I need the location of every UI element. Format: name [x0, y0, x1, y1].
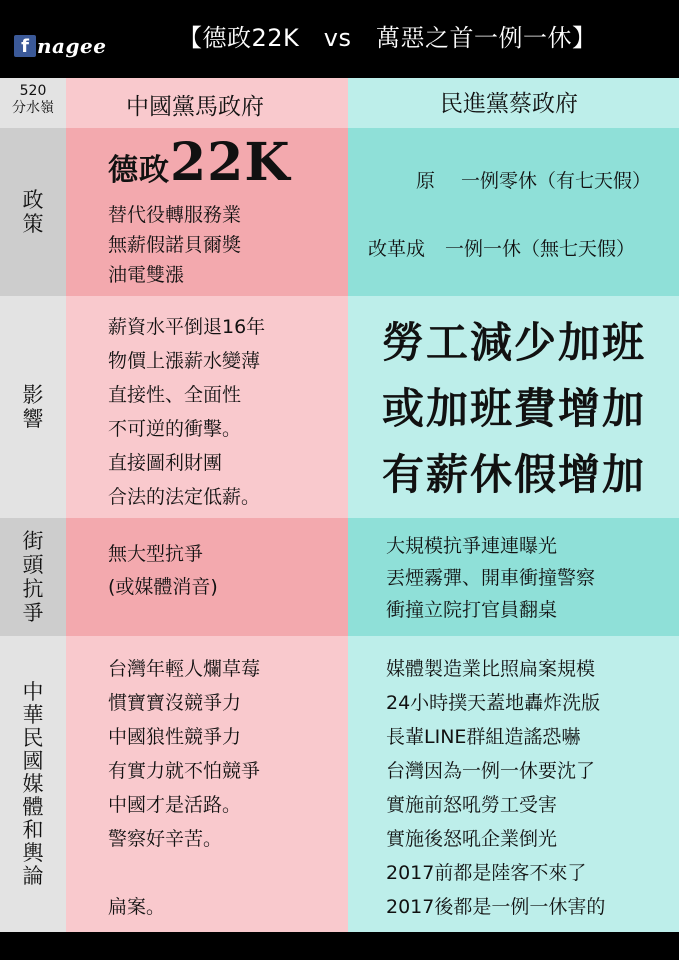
- protest-row: [0, 518, 679, 636]
- policy-right-reform: 改革成 一例一休（無七天假）: [368, 238, 636, 260]
- media-left-cell: [66, 636, 348, 932]
- impact-row: [0, 296, 679, 518]
- media-label: 中 華 民 國 媒 體 和 輿 論: [22, 679, 44, 888]
- policy-right-cell: [348, 128, 679, 296]
- left-column-title: 中國黨馬政府: [126, 94, 264, 120]
- facebook-icon: f: [14, 35, 36, 57]
- policy-label: 政 策: [22, 188, 44, 236]
- protest-label: 街 頭 抗 爭: [22, 529, 44, 625]
- logo-text: nagee: [37, 34, 107, 58]
- policy-left-cell: [66, 128, 348, 296]
- impact-right-lines: 勞工減少加班 或加班費增加 有薪休假增加: [382, 318, 647, 499]
- policy-right-original: 原 一例零休（有七天假）: [416, 170, 652, 192]
- corner-label-bottom: 分水嶺: [12, 100, 54, 116]
- footer-bar: [0, 932, 679, 960]
- corner-label-top: 520: [19, 83, 47, 99]
- header-bar: [0, 0, 679, 78]
- impact-left-lines: 薪資水平倒退16年 物價上漲薪水變薄 直接性、全面性 不可逆的衝擊。 直接圖利財團 合法的法定低薪。: [108, 316, 266, 508]
- policy-label-cell: [0, 128, 66, 296]
- impact-label: 影 響: [22, 383, 44, 431]
- impact-left-cell: [66, 296, 348, 518]
- protest-label-cell: [0, 518, 66, 636]
- policy-left-lines: 替代役轉服務業 無薪假諾貝爾獎 油電雙漲: [108, 204, 242, 286]
- protest-right-cell: [348, 518, 679, 636]
- right-column-title: 民進黨蔡政府: [440, 91, 578, 117]
- protest-right-lines: 大規模抗爭連連曝光 丟煙霧彈、開車衝撞警察 衝撞立院打官員翻桌: [386, 535, 596, 621]
- media-row: [0, 636, 679, 932]
- media-right-lines: 媒體製造業比照扁案規模 24小時撲天蓋地轟炸洗版 長輩LINE群組造謠恐嚇 台灣因為一例一休要沈了 實施前怒吼勞工受害 實施後怒吼企業倒光 2017前都是陸客不來了 2017後都是一例一休害的: [386, 658, 606, 918]
- media-label-cell: [0, 636, 66, 932]
- left-column-header: [66, 78, 348, 128]
- media-left-lines: 台灣年輕人爛草莓 慣寶寶沒競爭力 中國狼性競爭力 有實力就不怕競爭 中國才是活路。 警察好辛苦。 扁案。: [108, 658, 261, 918]
- column-header-row: [0, 78, 679, 128]
- page-title: 【德政22K vs 萬惡之首一例一休】: [178, 24, 597, 52]
- policy-row: [0, 128, 679, 296]
- media-right-cell: [348, 636, 679, 932]
- impact-right-cell: [348, 296, 679, 518]
- logo: [14, 34, 106, 58]
- corner-cell: [0, 78, 66, 128]
- protest-left-cell: [66, 518, 348, 636]
- right-column-header: [348, 78, 679, 128]
- policy-left-title: 德政22K: [108, 132, 291, 193]
- protest-left-lines: 無大型抗爭 (或媒體消音): [108, 543, 218, 598]
- impact-label-cell: [0, 296, 66, 518]
